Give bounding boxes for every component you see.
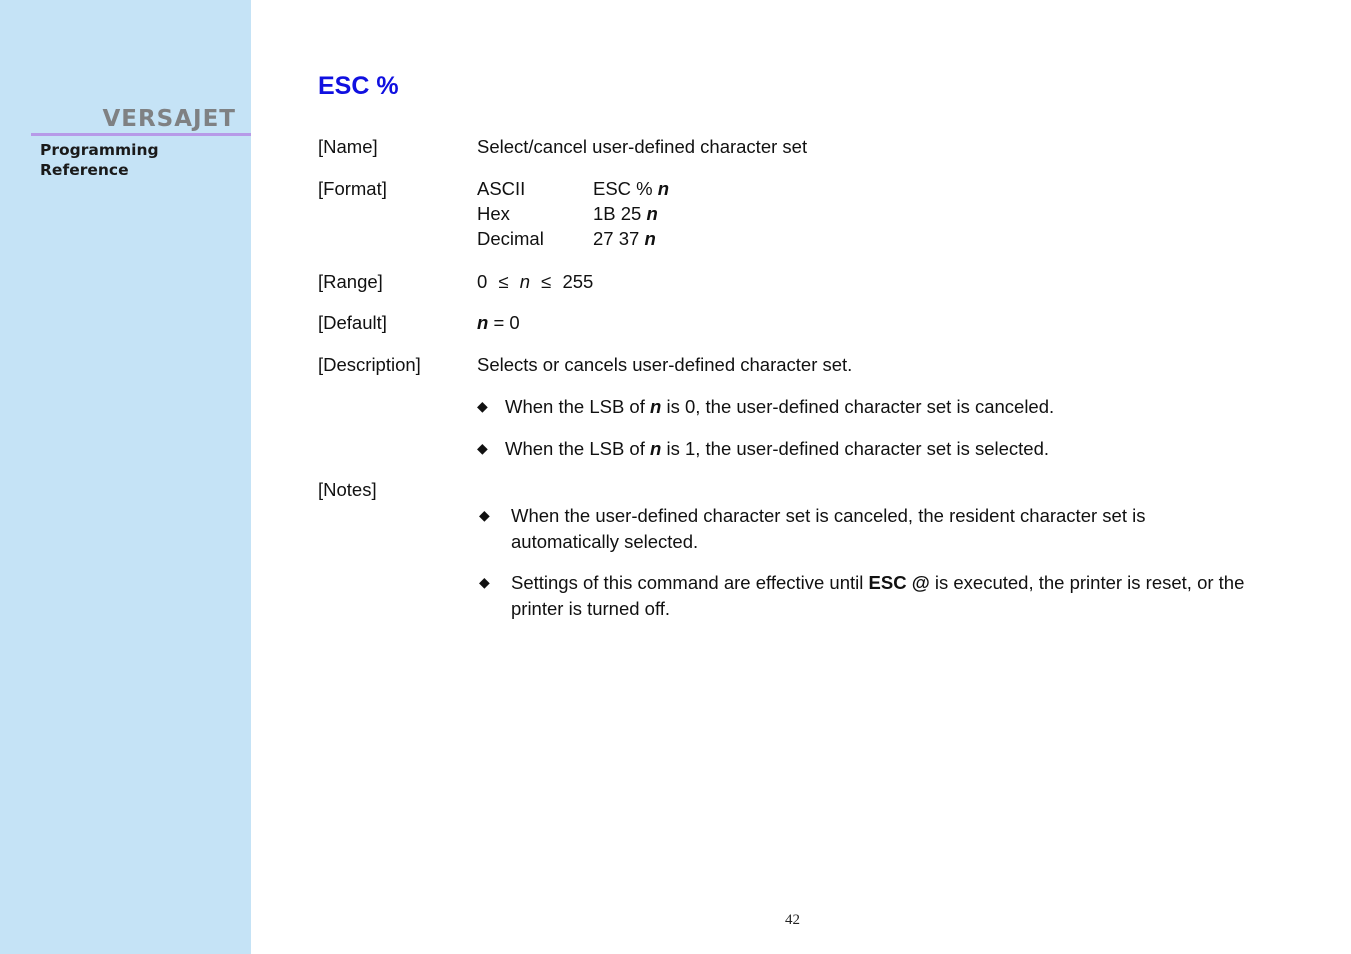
format-value: ESC % — [593, 178, 653, 199]
bullet-text-pre: When the LSB of — [505, 396, 645, 417]
range-high: 255 — [562, 271, 594, 292]
format-key: Decimal — [477, 228, 544, 249]
page-number: 42 — [785, 912, 800, 928]
range-op-2: ≤ — [541, 271, 552, 292]
default-label: [Default] — [318, 312, 387, 333]
format-key: Hex — [477, 203, 510, 224]
brand-divider — [31, 133, 251, 136]
format-value: 1B 25 — [593, 203, 642, 224]
diamond-bullet-icon: ◆ — [479, 574, 490, 590]
bullet-text — [505, 436, 1285, 462]
bullet-text-pre: When the LSB of — [505, 438, 645, 459]
range-label: [Range] — [318, 271, 383, 292]
bullet-var: n — [650, 438, 662, 459]
bullet-text — [505, 394, 1285, 420]
bullet-text-post: is 0, the user-defined character set is canceled. — [666, 396, 1055, 417]
sidebar — [0, 0, 251, 954]
range-var: n — [519, 271, 531, 292]
note-text: When the user-defined character set is canceled, the resident character set is automatically selected. — [511, 505, 1146, 552]
bullet-text-post: is 1, the user-defined character set is selected. — [666, 438, 1049, 459]
bullet-var: n — [650, 396, 662, 417]
notes-label: [Notes] — [318, 479, 377, 500]
format-param: n — [646, 203, 658, 224]
diamond-bullet-icon: ◆ — [477, 398, 488, 414]
document-subtitle: Programming Reference — [40, 141, 159, 179]
format-label: [Format] — [318, 178, 387, 199]
description-label: [Description] — [318, 354, 421, 375]
format-key: ASCII — [477, 178, 526, 199]
note-command: ESC @ — [868, 572, 930, 593]
brand-logo-text: VERSAJET — [102, 106, 236, 132]
default-number: = 0 — [493, 312, 520, 333]
range-value — [477, 271, 593, 293]
diamond-bullet-icon: ◆ — [477, 440, 488, 456]
format-param: n — [657, 178, 670, 199]
diamond-bullet-icon: ◆ — [479, 507, 490, 523]
note-text-post: is executed, the printer is reset, or the printer is turned off. — [511, 572, 1245, 619]
name-label: [Name] — [318, 136, 378, 157]
name-value: Select/cancel user-defined character set — [477, 136, 808, 157]
format-row-hex — [477, 203, 877, 225]
format-row-ascii — [477, 178, 877, 200]
default-var: n — [477, 312, 489, 333]
default-value — [477, 312, 520, 334]
format-row-decimal — [477, 228, 877, 250]
description-text: Selects or cancels user-defined character set. — [477, 354, 853, 375]
format-param: n — [644, 228, 656, 249]
range-low: 0 — [477, 271, 488, 292]
format-value: 27 37 — [593, 228, 640, 249]
note-text-pre: Settings of this command are effective until — [511, 572, 864, 593]
command-title: ESC % — [318, 72, 399, 100]
range-op-1: ≤ — [498, 271, 509, 292]
note-text — [511, 570, 1253, 621]
